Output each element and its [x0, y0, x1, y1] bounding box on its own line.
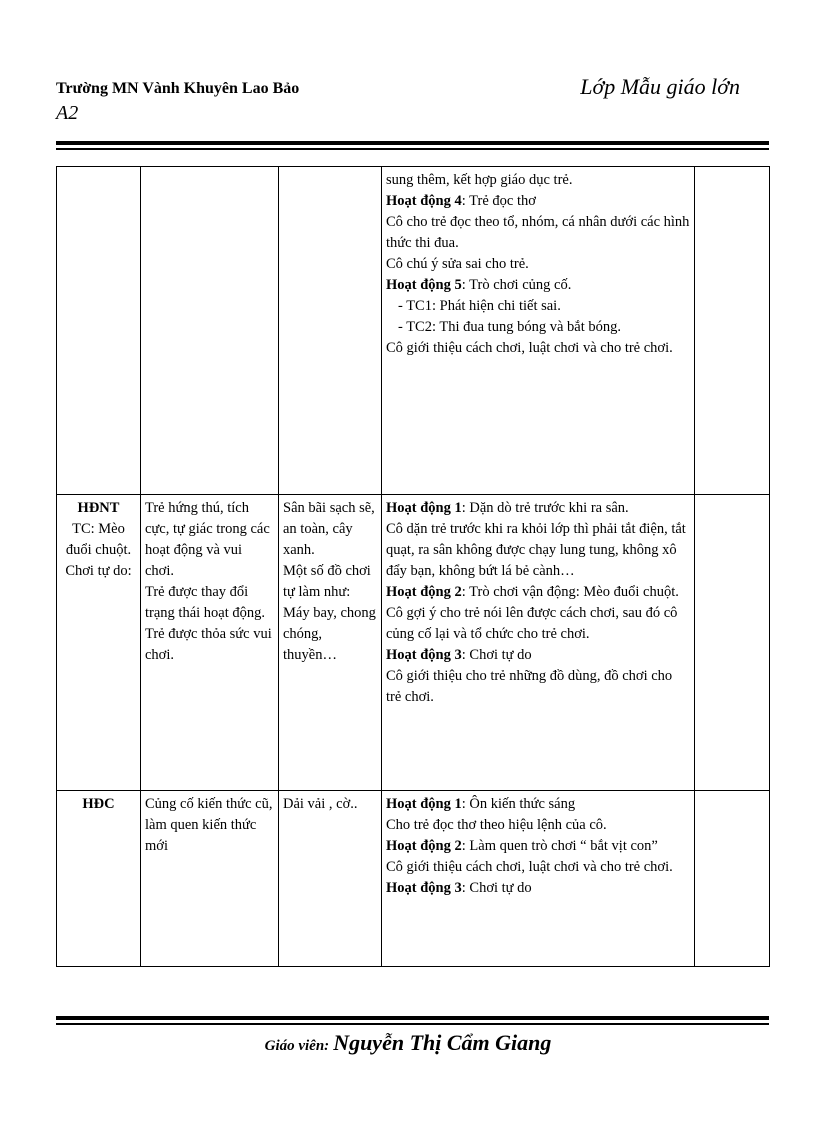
method-cell: [382, 495, 695, 791]
notes-cell: [695, 495, 770, 791]
activity-title: HĐC: [82, 796, 115, 812]
method-text: : Chơi tự do: [461, 647, 532, 663]
method-text: - TC1: Phát hiện chi tiết sai.: [398, 298, 561, 314]
notes-cell: [695, 791, 770, 967]
header-divider-thin: [56, 148, 769, 150]
method-text: Cô gợi ý cho trẻ nói lên được cách chơi, sau đó cô củng cố lại và tổ chức cho trẻ chơi.: [386, 605, 678, 642]
lesson-plan-table: [56, 166, 770, 967]
header-left: [56, 78, 299, 124]
activity-cell: [57, 791, 141, 967]
method-line: [386, 603, 690, 645]
method-text: sung thêm, kết hợp giáo dục trẻ.: [386, 172, 573, 188]
prep-cell: [279, 167, 382, 495]
method-cell: [382, 791, 695, 967]
method-line: [386, 794, 690, 815]
school-name: Trường MN Vành Khuyên Lao Bảo: [56, 80, 300, 97]
method-line: [386, 498, 690, 519]
method-text: : Chơi tự do: [461, 880, 532, 896]
method-text: Cô cho trẻ đọc theo tổ, nhóm, cá nhân dưới các hình thức thi đua.: [386, 214, 690, 251]
method-line: [386, 878, 690, 899]
method-text: : Dặn dò trẻ trước khi ra sân.: [461, 500, 629, 516]
prep-cell: Sân bãi sạch sẽ, an toàn, cây xanh. Một số đồ chơi tự làm như: Máy bay, chong chóng, thuyền…: [279, 495, 382, 791]
activity-cell: [57, 167, 141, 495]
method-text: : Ôn kiến thức sáng: [461, 796, 576, 812]
method-line: [386, 645, 690, 666]
activity-heading: Hoạt động 3: [386, 880, 462, 896]
method-text: Cô giới thiệu cách chơi, luật chơi và cho trẻ chơi.: [386, 340, 673, 356]
class-name: Lớp Mẫu giáo lớn: [580, 74, 740, 99]
method-line: [386, 338, 690, 359]
method-line: [386, 666, 690, 708]
goals-cell: Trẻ hứng thú, tích cực, tự giác trong các hoạt động và vui chơi. Trẻ được thay đổi trạng thái hoạt động. Trẻ được thỏa sức vui chơi.: [141, 495, 279, 791]
method-line: [386, 170, 690, 191]
goals-cell: Củng cố kiến thức cũ, làm quen kiến thức mới: [141, 791, 279, 967]
method-line: [386, 519, 690, 582]
method-line: [386, 212, 690, 254]
method-text: : Trò chơi vận động: Mèo đuổi chuột.: [461, 584, 679, 600]
activity-title: HĐNT: [77, 500, 120, 516]
teacher-name: Nguyễn Thị Cẩm Giang: [333, 1030, 552, 1055]
method-text: Cô dặn trẻ trước khi ra khỏi lớp thì phải tắt điện, tắt quạt, ra sân không được chạy lung tung, không xô đẩy bạn, không bứt lá bẻ cành…: [386, 521, 686, 579]
method-line: [386, 857, 690, 878]
activity-heading: Hoạt động 1: [386, 796, 462, 812]
method-text: : Trẻ đọc thơ: [461, 193, 536, 209]
method-text: : Trò chơi củng cố.: [461, 277, 572, 293]
method-line: [386, 815, 690, 836]
lesson-plan-body: [57, 167, 770, 967]
activity-line: Chơi tự do:: [65, 563, 132, 579]
table-row: [57, 167, 770, 495]
method-line: [386, 275, 690, 296]
method-line: [386, 296, 690, 317]
activity-heading: Hoạt động 2: [386, 838, 462, 854]
activity-heading: Hoạt động 4: [386, 193, 462, 209]
method-text: Cô chú ý sửa sai cho trẻ.: [386, 256, 529, 272]
method-text: Cho trẻ đọc thơ theo hiệu lệnh của cô.: [386, 817, 607, 833]
activity-line: TC: Mèo đuổi chuột.: [65, 521, 132, 558]
method-line: [386, 317, 690, 338]
table-row: [57, 495, 770, 791]
footer-divider-thick: [56, 1016, 769, 1020]
method-cell: [382, 167, 695, 495]
activity-heading: Hoạt động 3: [386, 647, 462, 663]
method-line: [386, 836, 690, 857]
method-text: : Làm quen trò chơi “ bắt vịt con”: [461, 838, 658, 854]
prep-cell: Dải vải , cờ..: [279, 791, 382, 967]
method-line: [386, 582, 690, 603]
class-code: A2: [56, 102, 79, 124]
header-divider-thick: [56, 141, 769, 145]
activity-heading: Hoạt động 5: [386, 277, 462, 293]
table-row: [57, 791, 770, 967]
method-text: - TC2: Thi đua tung bóng và bắt bóng.: [398, 319, 621, 335]
activity-heading: Hoạt động 1: [386, 500, 462, 516]
activity-cell: [57, 495, 141, 791]
method-text: Cô giới thiệu cho trẻ những đồ dùng, đồ chơi cho trẻ chơi.: [386, 668, 673, 705]
goals-cell: [141, 167, 279, 495]
footer-signature: [0, 1030, 816, 1056]
footer-divider-thin: [56, 1023, 769, 1025]
notes-cell: [695, 167, 770, 495]
activity-heading: Hoạt động 2: [386, 584, 462, 600]
method-line: [386, 191, 690, 212]
teacher-label: Giáo viên:: [264, 1038, 330, 1054]
method-text: Cô giới thiệu cách chơi, luật chơi và cho trẻ chơi.: [386, 859, 673, 875]
method-line: [386, 254, 690, 275]
